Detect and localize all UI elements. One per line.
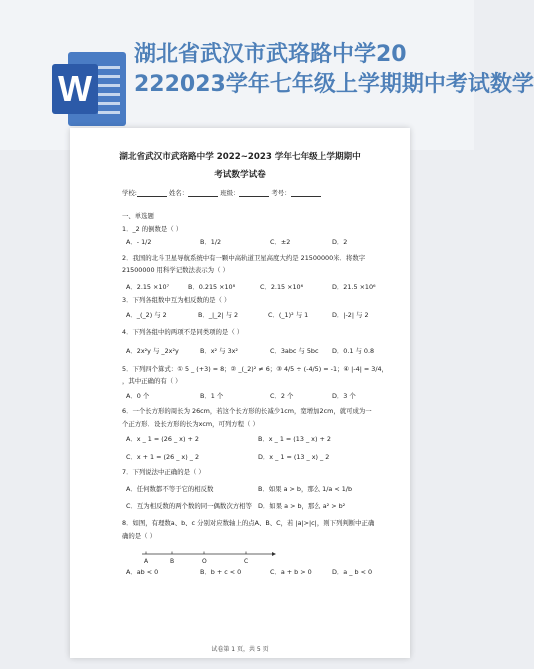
q7-option-d: D．如果 a > b，那么 a² > b²	[258, 502, 346, 510]
point-label-o: O	[202, 558, 207, 565]
q3-option-d: D．|-2| 与 2	[332, 311, 369, 319]
q5-stem-line1: 5．下列四个算式：① 5 _ (+3) = 8；② _(_2)² ≠ 6；③ 4/5 ÷ (-4/5) = -1；④ |-4| = 3/4，	[122, 365, 388, 373]
q8-option-c: C．a + b > 0	[270, 568, 312, 576]
q2-stem-line2: 21500000 用科学记数法表示为（ ）	[122, 266, 229, 274]
info-name-label: 姓名：	[168, 189, 189, 197]
q6-option-c: C．x + 1 = (26 _ x) _ 2	[126, 453, 200, 461]
q3-stem: 3．下列各组数中互为相反数的是（ ）	[122, 296, 231, 304]
word-document-icon: W	[52, 52, 126, 126]
q6-option-a: A．x _ 1 = (26 _ x) + 2	[126, 435, 199, 443]
q1-option-a: A．- 1/2	[126, 238, 152, 246]
q4-option-b: B．x² 与 3x²	[200, 347, 238, 355]
q8-stem-line1: 8．如图，有理数a、b、c 分别对应数轴上的点A、B、C，若 |a|>|c|，则下列判断中正确	[122, 519, 375, 527]
q8-option-b: B．b + c < 0	[200, 568, 242, 576]
q6-stem-line1: 6．一个长方形的周长为 26cm，若这个长方形的长减少1cm，宽增加2cm，就可成为一	[122, 407, 372, 415]
info-school-label: 学校:	[122, 189, 137, 197]
q1-option-b: B．1/2	[200, 238, 222, 246]
q1-option-d: D．2	[332, 238, 348, 246]
q1-option-c: C．±2	[270, 238, 291, 246]
q4-option-a: A．2x²y 与 _2x²y	[126, 347, 179, 355]
q3-option-c: C．(_1)² 与 1	[268, 311, 309, 319]
q4-option-d: D．0.1 与 0.8	[332, 347, 375, 355]
q8-stem-line2: 确的是（ ）	[122, 532, 156, 540]
q6-stem-line2: 个正方形．设长方形的长为xcm，可列方程（ ）	[122, 420, 259, 428]
q2-option-b: B．0.215 ×10⁸	[188, 283, 236, 291]
q4-stem: 4．下列各组中的两项不是同类项的是（ ）	[122, 328, 244, 336]
number-line-arrow	[272, 552, 276, 556]
q2-option-d: D．21.5 ×10⁶	[332, 283, 376, 291]
point-label-c: C	[244, 558, 249, 565]
page-footer: 试卷第 1 页，共 5 页	[211, 646, 269, 653]
banner-title-line1: 湖北省武汉市武珞路中学20	[134, 42, 407, 67]
banner-title	[134, 40, 534, 100]
q2-option-c: C．2.15 ×10⁶	[260, 283, 304, 291]
info-exam-no-label: 考号：	[271, 189, 291, 197]
q6-option-d: D．x _ 1 = (13 _ x) _ 2	[258, 453, 330, 461]
exam-paper	[70, 128, 410, 658]
point-label-b: B	[170, 558, 175, 565]
banner-title-line2: 222023学年七年级上学期期中考试数学	[134, 72, 534, 97]
q5-option-b: B．1 个	[200, 392, 224, 400]
q8-option-d: D．a _ b < 0	[332, 568, 373, 576]
q5-option-c: C．2 个	[270, 392, 294, 400]
number-line-figure	[142, 549, 276, 563]
q3-option-a: A．_(_2) 与 2	[126, 311, 167, 319]
q7-option-c: C．互为相反数的两个数的同一偶数次方相等	[126, 502, 252, 510]
q7-option-b: B．如果 a > b，那么 1/a < 1/b	[258, 485, 353, 493]
q2-stem-line1: 2．我国的北斗卫星导航系统中有一颗中高轨道卫星高度大约是 21500000米．将数字	[122, 254, 366, 262]
q4-option-c: C．3abc 与 5bc	[270, 347, 319, 355]
info-line	[122, 189, 321, 197]
section-heading: 一、单选题	[122, 212, 154, 220]
q7-stem: 7．下列说法中正确的是（ ）	[122, 468, 205, 476]
q5-option-d: D．3 个	[332, 392, 356, 400]
q6-option-b: B．x _ 1 = (13 _ x) + 2	[258, 435, 331, 443]
point-label-a: A	[144, 558, 149, 565]
paper-title-line1: 湖北省武汉市武珞路中学 2022~2023 学年七年级上学期期中	[119, 152, 361, 162]
q5-option-a: A．0 个	[126, 392, 150, 400]
q1-stem: 1．_2 的倒数是（ ）	[122, 225, 183, 233]
info-class-label: 班级：	[220, 189, 240, 197]
q5-stem-line2: ，其中正确的有（ ）	[122, 377, 182, 385]
q3-option-b: B．_|_2| 与 2	[198, 311, 239, 319]
q8-option-a: A．ab < 0	[126, 568, 159, 576]
q2-option-a: A．2.15 ×10⁷	[126, 283, 170, 291]
q7-option-a: A．任何数都不等于它的相反数	[126, 485, 214, 493]
paper-title-line2: 考试数学试卷	[214, 170, 266, 180]
